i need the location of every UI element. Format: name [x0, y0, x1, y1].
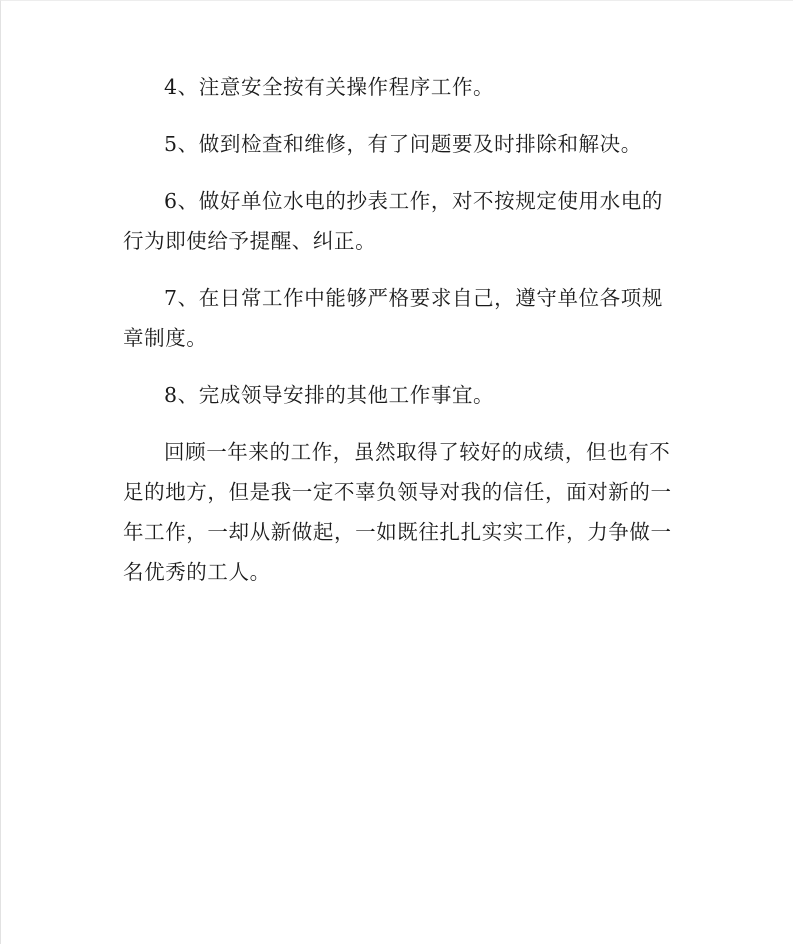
paragraph-item-8: 8、完成领导安排的其他工作事宜。 [164, 383, 495, 407]
paragraph-item-7: 7、在日常工作中能够严格要求自己，遵守单位各项规章制度。 [123, 286, 663, 350]
document-body [123, 67, 679, 609]
paragraph-item-5: 5、做到检查和维修，有了问题要及时排除和解决。 [164, 132, 642, 156]
paragraph-summary: 回顾一年来的工作，虽然取得了较好的成绩，但也有不足的地方，但是我一定不辜负领导对我的信任，面对新的一年工作，一却从新做起，一如既往扎扎实实工作，力争做一名优秀的工人。 [123, 440, 672, 584]
paragraph-item-4: 4、注意安全按有关操作程序工作。 [164, 75, 495, 99]
paragraph-item-6: 6、做好单位水电的抄表工作，对不按规定使用水电的行为即使给予提醒、纠正。 [123, 189, 663, 253]
